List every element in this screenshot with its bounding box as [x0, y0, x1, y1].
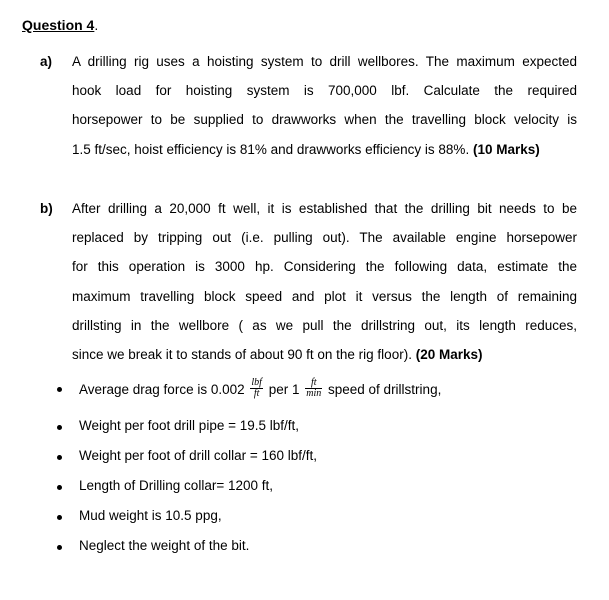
bullet-bit-weight: Neglect the weight of the bit.: [79, 538, 250, 553]
bullet-icon: [57, 387, 62, 392]
bullet-icon: [57, 485, 62, 490]
fraction-ft-per-min: [305, 378, 322, 399]
question-title-suffix: .: [94, 17, 99, 33]
bullet-icon: [57, 455, 62, 460]
part-a-line-4: [72, 142, 577, 160]
bullet-icon: [57, 545, 62, 550]
part-b-line-6-text: since we break it to stands of about 90 ft on the rig floor).: [72, 347, 412, 362]
bullet-drill-collar-weight: Weight per foot of drill collar = 160 lbf/ft,: [79, 448, 317, 463]
fraction-numerator: ft: [305, 378, 322, 389]
bullet-collar-length: Length of Drilling collar= 1200 ft,: [79, 478, 273, 493]
question-title-text: Question 4: [22, 17, 95, 33]
drag-middle: per 1: [268, 382, 300, 398]
fraction-denominator: ft: [253, 388, 260, 399]
bullet-icon: [57, 425, 62, 430]
part-b-line-5: drillsting in the wellbore ( as we pull the drillstring out, its length reduces,: [72, 318, 577, 333]
part-a-line-3: horsepower to be supplied to drawworks when the travelling block velocity is: [72, 112, 577, 127]
part-a-marks: (10 Marks): [472, 142, 540, 157]
question-title: [22, 17, 98, 33]
bullet-drag-text: [79, 377, 442, 401]
fraction-lbf-per-ft: [250, 378, 263, 399]
fraction-denominator: min: [306, 388, 322, 399]
bullet-mud-weight: Mud weight is 10.5 ppg,: [79, 508, 222, 523]
part-b-line-1: After drilling a 20,000 ft well, it is established that the drilling bit needs to be: [72, 201, 577, 216]
fraction-numerator: lbf: [251, 377, 262, 388]
part-a-line-1: A drilling rig uses a hoisting system to drill wellbores. The maximum expected: [72, 54, 577, 69]
bullet-drill-pipe-weight: Weight per foot drill pipe = 19.5 lbf/ft,: [79, 418, 300, 433]
part-b-line-4: maximum travelling block speed and plot it versus the length of remaining: [72, 289, 577, 304]
part-a-marker: a): [40, 54, 53, 69]
part-b-line-6: [72, 347, 577, 365]
part-b-line-3: for this operation is 3000 hp. Considering the following data, estimate the: [72, 259, 577, 274]
part-b-line-2: replaced by tripping out (i.e. pulling out). The available engine horsepower: [72, 230, 577, 245]
part-a-line-2: hook load for hoisting system is 700,000 lbf. Calculate the required: [72, 83, 577, 98]
part-a-line-4-text: 1.5 ft/sec, hoist efficiency is 81% and drawworks efficiency is 88%.: [72, 142, 470, 157]
drag-prefix: Average drag force is 0.002: [79, 382, 245, 398]
drag-suffix: speed of drillstring,: [328, 382, 442, 398]
part-b-marker: b): [40, 201, 53, 216]
part-b-marks: (20 Marks): [415, 347, 483, 362]
bullet-icon: [57, 515, 62, 520]
